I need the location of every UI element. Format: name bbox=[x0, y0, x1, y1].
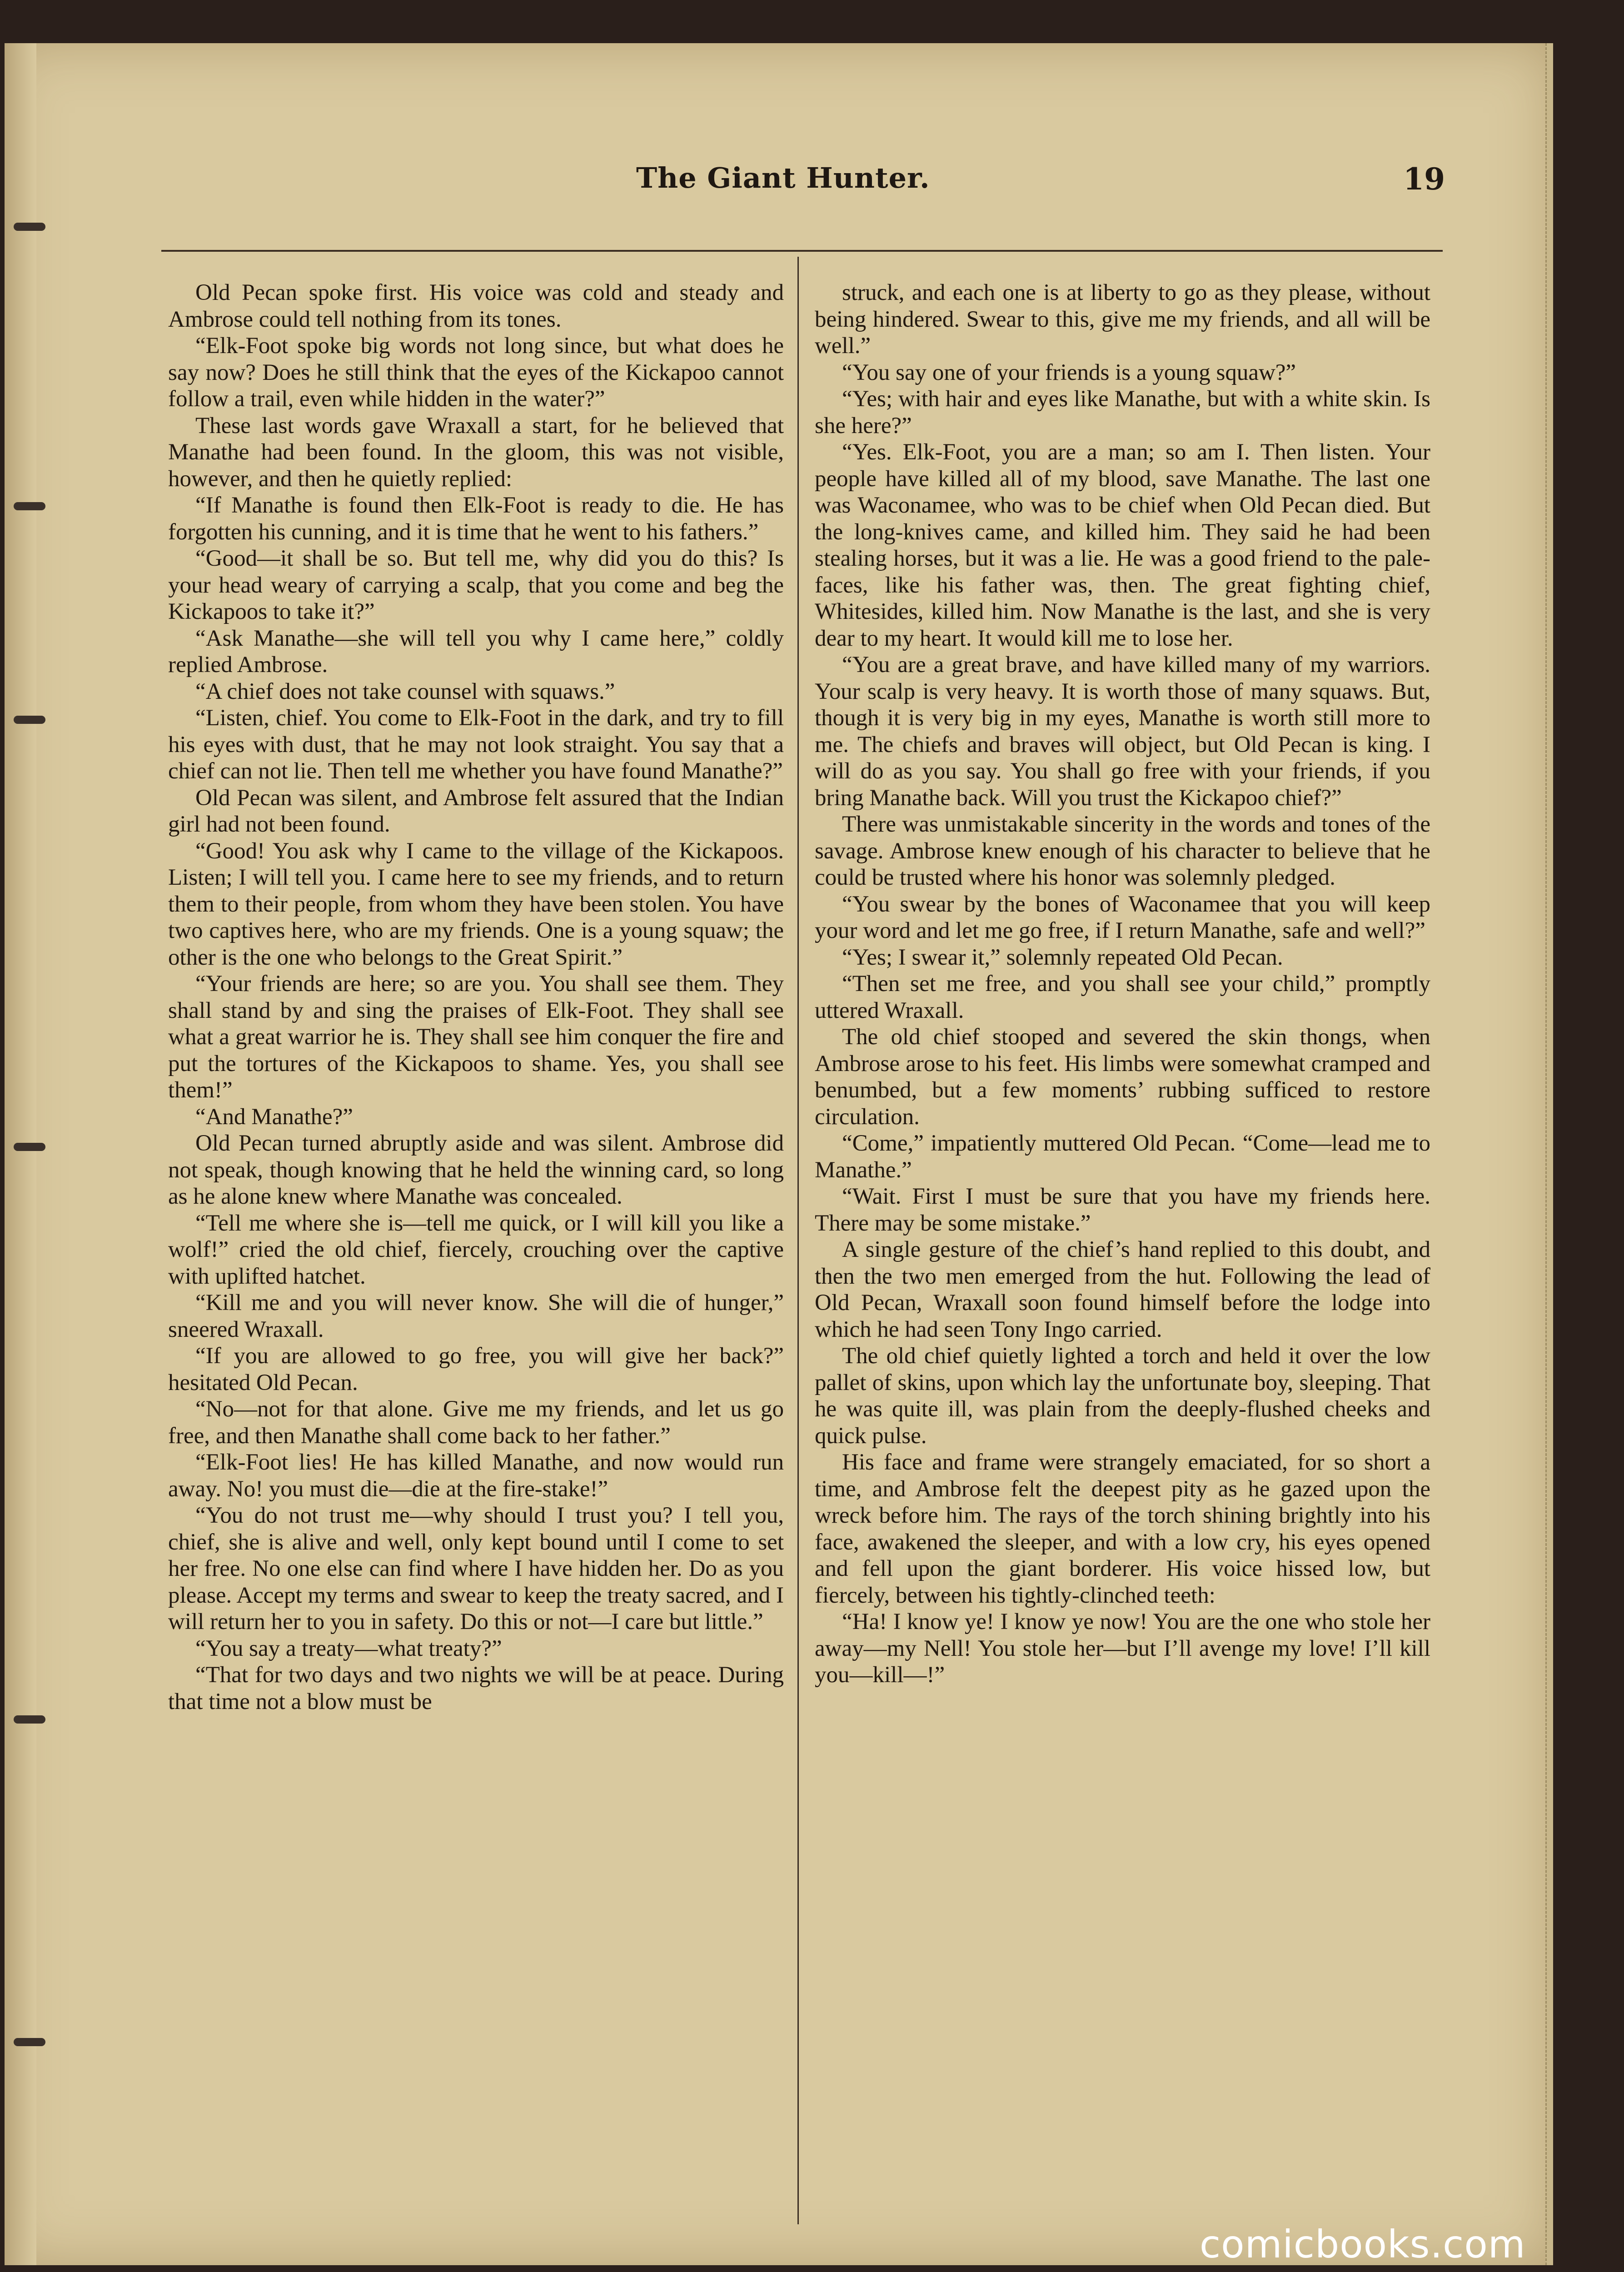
paragraph: “Ha! I know ye! I know ye now! You are the one who stole her away—my Nell! You stole her—but I’ll avenge my love! I’ll kill you—kill—!” bbox=[815, 1609, 1430, 1688]
paragraph: “Wait. First I must be sure that you have my friends here. There may be some mistake.” bbox=[815, 1184, 1430, 1236]
binding-staple bbox=[14, 2038, 45, 2046]
paragraph: “You swear by the bones of Waconamee that you will keep your word and let me go free, if I return Manathe, safe and well?” bbox=[815, 891, 1430, 943]
paragraph: “Listen, chief. You come to Elk-Foot in the dark, and try to fill his eyes with dust, that he may not look straight. You say that a chief can not lie. Then tell me whether you have found Manathe?” bbox=[168, 705, 784, 784]
binding-staple bbox=[14, 223, 45, 231]
paragraph: These last words gave Wraxall a start, for he believed that Manathe had been found. In the gloom, this was not visible, however, and then he quietly replied: bbox=[168, 413, 784, 492]
paragraph: The old chief stooped and severed the skin thongs, when Ambrose arose to his feet. His limbs were somewhat cramped and benumbed, but a few moments’ rubbing sufficed to restore circulation. bbox=[815, 1024, 1430, 1130]
page-spine bbox=[5, 43, 36, 2265]
column-divider bbox=[797, 257, 799, 2224]
binding-staple bbox=[14, 1715, 45, 1724]
paragraph: “If Manathe is found then Elk-Foot is ready to die. He has forgotten his cunning, and it is time that he went to his fathers.” bbox=[168, 493, 784, 545]
paragraph: There was unmistakable sincerity in the words and tones of the savage. Ambrose knew enough of his character to believe that he could be trusted where his honor was solemnly pledged. bbox=[815, 812, 1430, 890]
paragraph: Old Pecan turned abruptly aside and was silent. Ambrose did not speak, though knowing that he held the winning card, so long as he alone knew where Manathe was concealed. bbox=[168, 1131, 784, 1209]
paragraph: Old Pecan was silent, and Ambrose felt assured that the Indian girl had not been found. bbox=[168, 785, 784, 837]
paragraph: “Good! You ask why I came to the village of the Kickapoos. Listen; I will tell you. I came here to see my friends, and to return them to their people, from whom they have been stolen. You have two captives here, who are my friends. One is a young squaw; the other is the one who belongs to the Great Spirit.” bbox=[168, 838, 784, 970]
binding-staple bbox=[14, 502, 45, 510]
page-header bbox=[636, 161, 1445, 216]
binding-staple bbox=[14, 1143, 45, 1151]
paragraph: “If you are allowed to go free, you will give her back?” hesitated Old Pecan. bbox=[168, 1343, 784, 1395]
paragraph: “You say one of your friends is a young squaw?” bbox=[842, 359, 1296, 385]
paragraph: “That for two days and two nights we will be at peace. During that time not a blow must be bbox=[168, 1662, 784, 1714]
book-page bbox=[5, 43, 1553, 2265]
watermark: comicbooks.com bbox=[1200, 2222, 1526, 2267]
paragraph: “Tell me where she is—tell me quick, or I will kill you like a wolf!” cried the old chief, fiercely, crouching over the captive with uplifted hatchet. bbox=[168, 1210, 784, 1289]
page-number: 19 bbox=[1403, 161, 1445, 197]
paragraph: “Your friends are here; so are you. You shall see them. They shall stand by and sing the praises of Elk-Foot. They shall see what a great warrior he is. They shall see him conquer the fire and put the tortures of the Kickapoos to shame. Yes, you shall see them!” bbox=[168, 971, 784, 1103]
paragraph: “Kill me and you will never know. She will die of hunger,” sneered Wraxall. bbox=[168, 1290, 784, 1342]
header-rule bbox=[161, 250, 1443, 252]
paragraph: “Good—it shall be so. But tell me, why did you do this? Is your head weary of carrying a scalp, that you come and beg the Kickapoos to take it?” bbox=[168, 546, 784, 624]
paragraph: A single gesture of the chief’s hand replied to this doubt, and then the two men emerged from the hut. Following the lead of Old Pecan, Wraxall soon found himself before the lodge into which he had seen Tony Ingo carried. bbox=[815, 1237, 1430, 1342]
paragraph: “Then set me free, and you shall see your child,” promptly uttered Wraxall. bbox=[815, 971, 1430, 1023]
paragraph: struck, and each one is at liberty to go as they please, without being hindered. Swear to this, give me my friends, and all will be well.” bbox=[815, 280, 1430, 359]
paragraph: “No—not for that alone. Give me my friends, and let us go free, and then Manathe shall come back to her father.” bbox=[168, 1396, 784, 1449]
paragraph: His face and frame were strangely emaciated, for so short a time, and Ambrose felt the deepest pity as he gazed upon the wreck before him. The rays of the torch shining brightly into his face, awakened the sleeper, and with a low cry, his eyes opened and fell upon the giant borderer. His voice hissed low, but fiercely, between his tightly-clinched teeth: bbox=[815, 1450, 1430, 1608]
page-edge bbox=[1545, 43, 1553, 2265]
paragraph: “You are a great brave, and have killed many of my warriors. Your scalp is very heavy. It is worth those of many squaws. But, though it is very big in my eyes, Manathe is worth still more to me. The chiefs and braves will object, but Old Pecan is king. I will do as you say. You shall go free with your friends, if you bring Manathe back. Will you trust the Kickapoo chief?” bbox=[815, 652, 1430, 811]
right-column bbox=[815, 279, 1430, 2197]
paragraph: “Yes; I swear it,” solemnly repeated Old Pecan. bbox=[842, 944, 1283, 970]
paragraph: “Yes. Elk-Foot, you are a man; so am I. Then listen. Your people have killed all of my blood, save Manathe. The last one was Waconamee, who was to be chief when Old Pecan died. But the long-knives came, and killed him. They said he had been stealing horses, but it was a lie. He was a good friend to the pale-faces, like his father was, then. The great fighting chief, Whitesides, killed him. Now Manathe is the last, and she is very dear to my heart. It would kill me to lose her. bbox=[815, 439, 1430, 651]
running-title: The Giant Hunter. bbox=[636, 161, 930, 194]
paragraph: “You do not trust me—why should I trust you? I tell you, chief, she is alive and well, only kept bound until I come to set her free. No one else can find where I have hidden her. Do as you please. Accept my terms and swear to keep the treaty sacred, and I will return her to you in safety. Do this or not—I care but little.” bbox=[168, 1503, 784, 1634]
paragraph: “And Manathe?” bbox=[195, 1104, 353, 1130]
paragraph: The old chief quietly lighted a torch and held it over the low pallet of skins, upon which lay the unfortunate boy, sleeping. That he was quite ill, was plain from the deeply-flushed cheeks and quick pulse. bbox=[815, 1343, 1430, 1449]
paragraph: Old Pecan spoke first. His voice was cold and steady and Ambrose could tell nothing from its tones. bbox=[168, 280, 784, 332]
paragraph: “Come,” impatiently muttered Old Pecan. “Come—lead me to Manathe.” bbox=[815, 1131, 1430, 1183]
paragraph: “You say a treaty—what treaty?” bbox=[195, 1635, 502, 1661]
paragraph: “Elk-Foot lies! He has killed Manathe, and now would run away. No! you must die—die at the fire-stake!” bbox=[168, 1450, 784, 1502]
binding-staple bbox=[14, 716, 45, 724]
paragraph: “Elk-Foot spoke big words not long since, but what does he say now? Does he still think that the eyes of the Kickapoo cannot follow a trail, even while hidden in the water?” bbox=[168, 333, 784, 412]
paragraph: “Yes; with hair and eyes like Manathe, but with a white skin. Is she here?” bbox=[815, 386, 1430, 438]
left-column bbox=[168, 279, 784, 2197]
paragraph: “A chief does not take counsel with squaws.” bbox=[195, 678, 615, 704]
paragraph: “Ask Manathe—she will tell you why I came here,” coldly replied Ambrose. bbox=[168, 625, 784, 678]
